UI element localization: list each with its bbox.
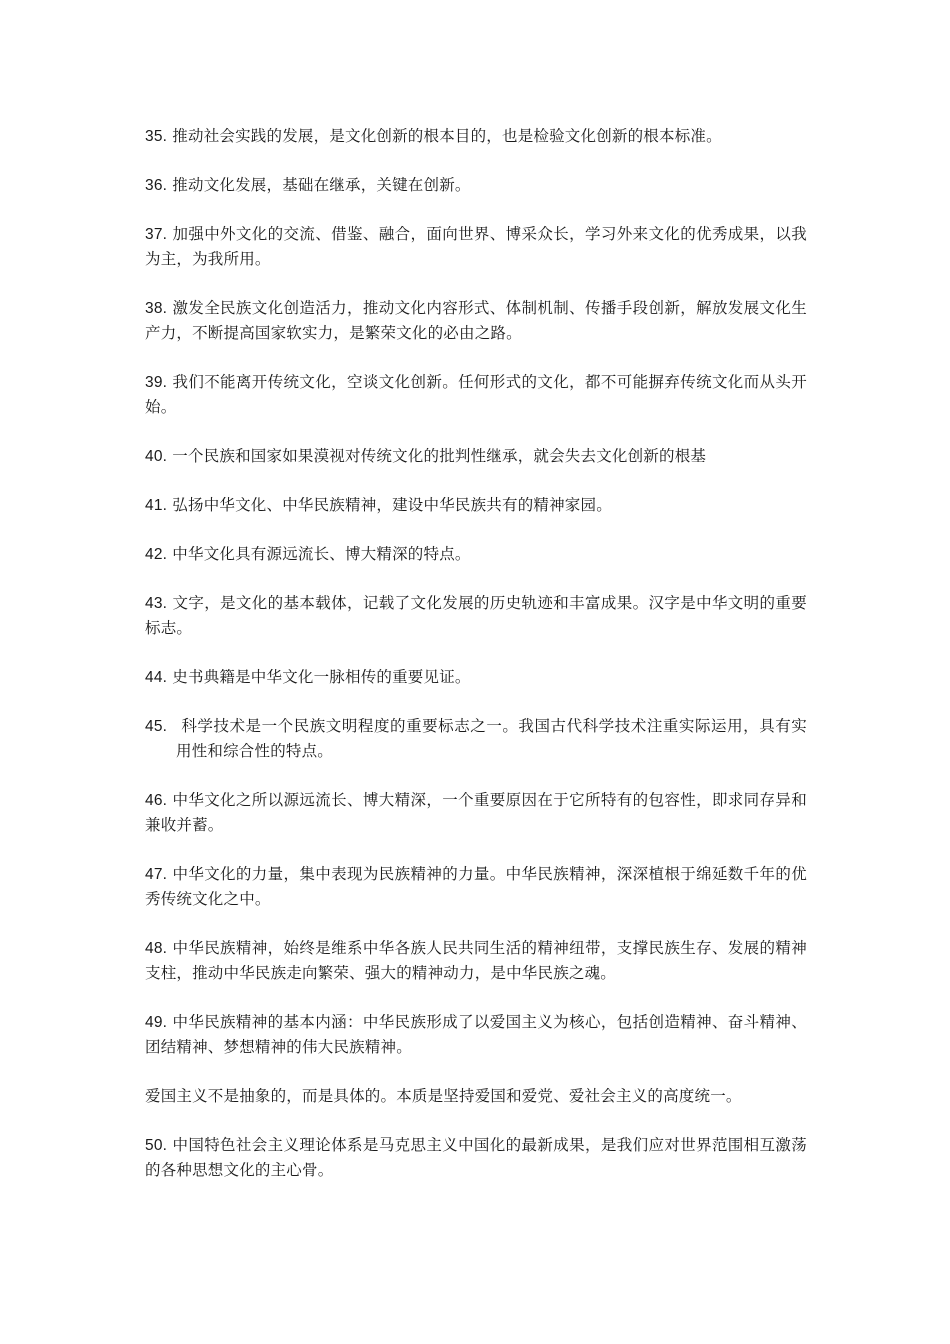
document-body	[145, 124, 807, 1207]
paragraph-number: 48.	[145, 940, 168, 957]
paragraph-text: 中国特色社会主义理论体系是马克思主义中国化的最新成果，是我们应对世界范围相互激荡的各种思想文化的主心骨。	[145, 1136, 807, 1179]
paragraph-text: 推动文化发展，基础在继承，关键在创新。	[172, 176, 471, 194]
paragraph-39	[145, 370, 807, 420]
paragraph-text: 中华文化具有源远流长、博大精深的特点。	[172, 545, 471, 563]
paragraph-number: 44.	[145, 669, 168, 686]
paragraph-number: 40.	[145, 448, 168, 465]
paragraph-35	[145, 124, 807, 149]
paragraph-37	[145, 222, 807, 272]
paragraph-number: 46.	[145, 792, 168, 809]
paragraph-number: 47.	[145, 866, 168, 883]
paragraph-text: 科学技术是一个民族文明程度的重要标志之一。我国古代科学技术注重实际运用，具有实用性和综合性的特点。	[176, 717, 807, 760]
paragraph-number: 35.	[145, 128, 168, 145]
paragraph-text: 中华民族精神的基本内涵：中华民族形成了以爱国主义为核心，包括创造精神、奋斗精神、团结精神、梦想精神的伟大民族精神。	[145, 1013, 807, 1056]
paragraph-45	[145, 714, 807, 764]
paragraph-number: 39.	[145, 374, 168, 391]
paragraph-number: 49.	[145, 1014, 168, 1031]
paragraph-49	[145, 1010, 807, 1060]
paragraph-text: 加强中外文化的交流、借鉴、融合，面向世界、博采众长，学习外来文化的优秀成果，以我为主，为我所用。	[145, 225, 807, 268]
paragraph-38	[145, 296, 807, 346]
paragraph-48	[145, 936, 807, 986]
paragraph-number: 36.	[145, 177, 168, 194]
paragraph-text: 中华民族精神，始终是维系中华各族人民共同生活的精神纽带，支撑民族生存、发展的精神支柱，推动中华民族走向繁荣、强大的精神动力，是中华民族之魂。	[145, 939, 807, 982]
paragraph-number: 37.	[145, 226, 168, 243]
paragraph-number: 42.	[145, 546, 168, 563]
paragraph-text: 我们不能离开传统文化，空谈文化创新。任何形式的文化，都不可能摒弃传统文化而从头开始。	[145, 373, 807, 416]
paragraph-number: 38.	[145, 300, 168, 317]
paragraph-number: 43.	[145, 595, 168, 612]
paragraph-patriotism	[145, 1084, 807, 1109]
paragraph-36	[145, 173, 807, 198]
paragraph-text: 中华文化的力量，集中表现为民族精神的力量。中华民族精神，深深植根于绵延数千年的优秀传统文化之中。	[145, 865, 807, 908]
paragraph-47	[145, 862, 807, 912]
paragraph-text: 一个民族和国家如果漠视对传统文化的批判性继承，就会失去文化创新的根基	[172, 447, 707, 465]
paragraph-text: 激发全民族文化创造活力，推动文化内容形式、体制机制、传播手段创新，解放发展文化生产力，不断提高国家软实力，是繁荣文化的必由之路。	[145, 299, 807, 342]
paragraph-text: 弘扬中华文化、中华民族精神，建设中华民族共有的精神家园。	[172, 496, 612, 514]
paragraph-text: 中华文化之所以源远流长、博大精深，一个重要原因在于它所特有的包容性，即求同存异和兼收并蓄。	[145, 791, 807, 834]
paragraph-text: 推动社会实践的发展，是文化创新的根本目的，也是检验文化创新的根本标准。	[172, 127, 722, 145]
paragraph-number: 50.	[145, 1137, 168, 1154]
paragraph-44	[145, 665, 807, 690]
paragraph-text: 文字，是文化的基本载体，记载了文化发展的历史轨迹和丰富成果。汉字是中华文明的重要标志。	[145, 594, 807, 637]
paragraph-46	[145, 788, 807, 838]
paragraph-41	[145, 493, 807, 518]
paragraph-42	[145, 542, 807, 567]
paragraph-43	[145, 591, 807, 641]
paragraph-number: 41.	[145, 497, 168, 514]
paragraph-40	[145, 444, 807, 469]
paragraph-50	[145, 1133, 807, 1183]
paragraph-text: 爱国主义不是抽象的，而是具体的。本质是坚持爱国和爱党、爱社会主义的高度统一。	[145, 1087, 742, 1105]
paragraph-number: 45.	[145, 718, 168, 735]
paragraph-text: 史书典籍是中华文化一脉相传的重要见证。	[172, 668, 471, 686]
